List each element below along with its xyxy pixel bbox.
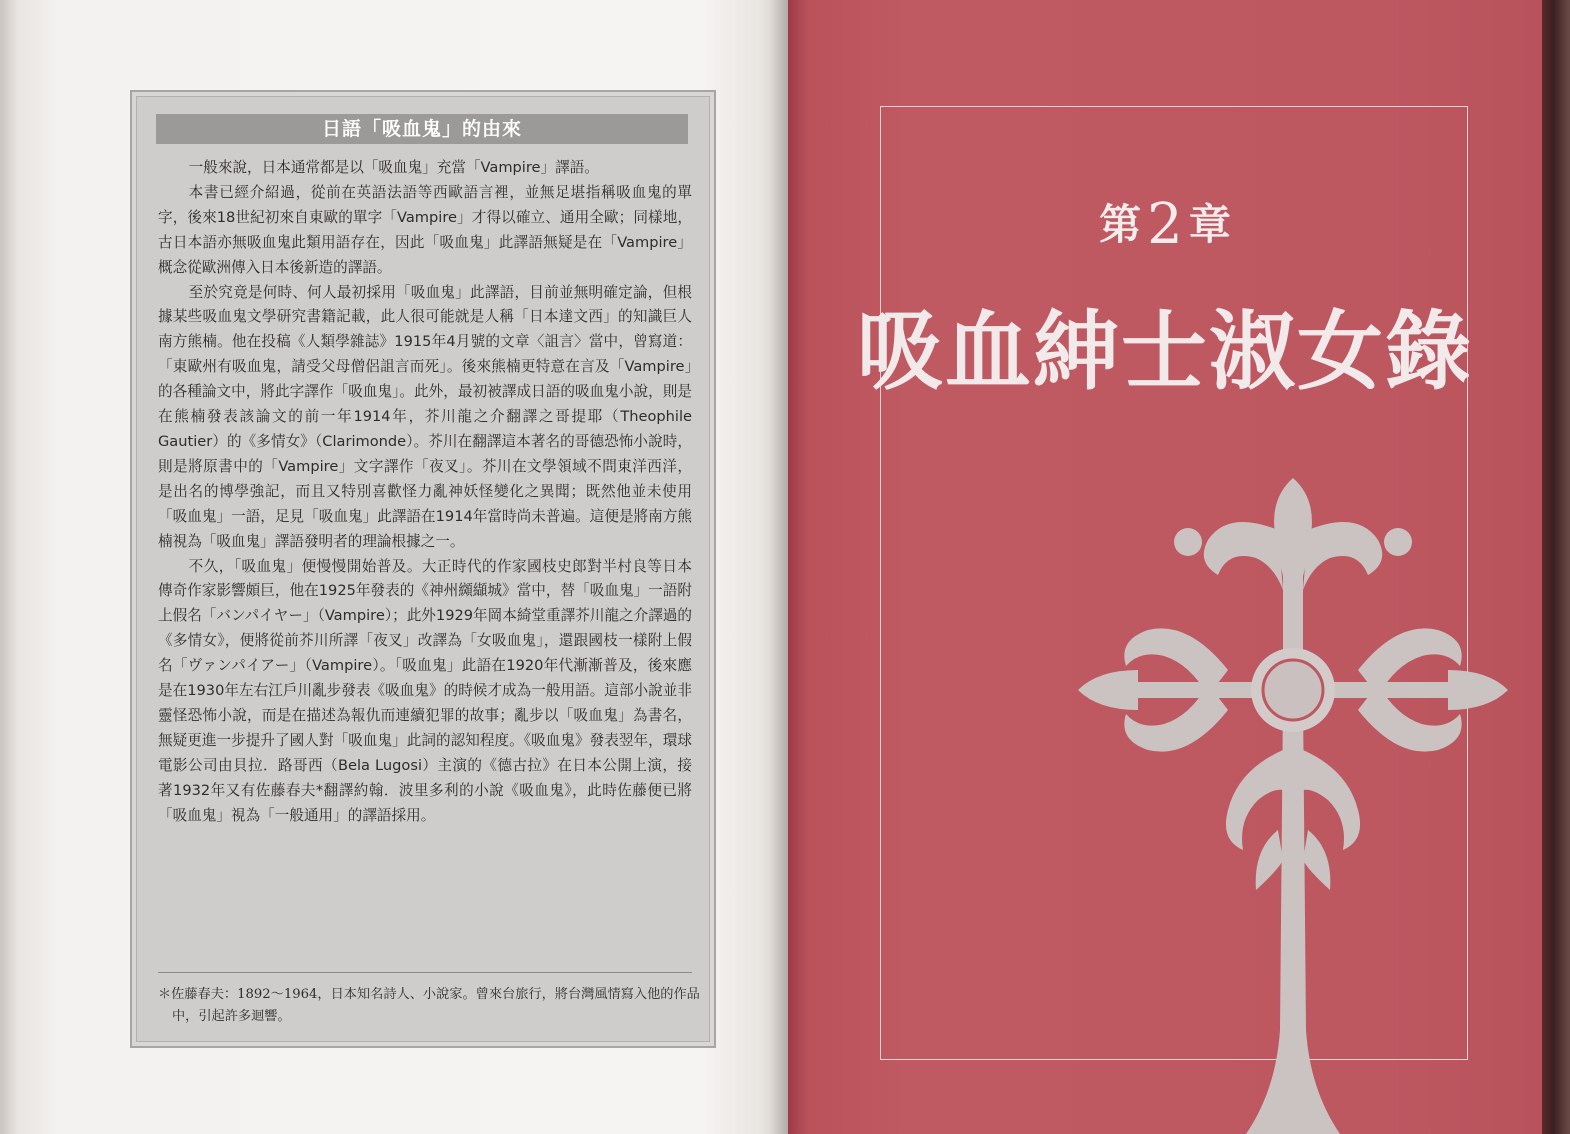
chapter-title: 吸血紳士淑女錄 <box>857 302 1473 402</box>
book-edge <box>1542 0 1570 1134</box>
paragraph: 本書已經介紹過，從前在英語法語等西歐語言裡，並無足堪指稱吸血鬼的單字，後來18世紀初來自東歐的單字「Vampire」才得以確立、通用全歐；同樣地，古日本語亦無吸血鬼此類用語存在，因此「吸血鬼」此譯語無疑是在「Vampire」概念從歐洲傳入日本後新造的譯語。 <box>158 183 692 276</box>
box-body <box>158 156 692 828</box>
box-title: 日語「吸血鬼」的由來 <box>156 114 688 144</box>
paragraph: 不久，「吸血鬼」便慢慢開始普及。大正時代的作家國枝史郎對半村良等日本傳奇作家影響頗巨，他在1925年發表的《神州纐纈城》當中，替「吸血鬼」一語附上假名「バンパイヤー」（Vampire）；此外1929年岡本綺堂重譯芥川龍之介譯過的《多情女》，便將從前芥川所譯「夜叉」改譯為「女吸血鬼」，還跟國枝一樣附上假名「ヴァンパイアー」（Vampire）。「吸血鬼」此語在1920年代漸漸普及，後來應是在1930年左右江戶川亂步發表《吸血鬼》的時候才成為一般用語。這部小說並非靈怪恐怖小說，而是在描述為報仇而連續犯罪的故事；亂步以「吸血鬼」為書名，無疑更進一步提升了國人對「吸血鬼」此詞的認知程度。《吸血鬼》發表翌年，環球電影公司由貝拉．路哥西（Bela Lugosi）主演的《德古拉》在日本公開上演，接著1932年又有佐藤春夫*翻譯約翰．波里多利的小說《吸血鬼》，此時佐藤便已將「吸血鬼」視為「一般通用」的譯語採用。 <box>158 557 692 824</box>
chapter-suffix: 章 <box>1188 200 1231 249</box>
chapter-label <box>788 192 1542 257</box>
paragraph: 一般來說，日本通常都是以「吸血鬼」充當「Vampire」譯語。 <box>188 159 599 176</box>
sidebar-box <box>130 90 716 1048</box>
chapter-number: 2 <box>1147 192 1183 257</box>
cross-icon <box>1078 470 1548 1134</box>
paragraph: 至於究竟是何時、何人最初採用「吸血鬼」此譯語，目前並無明確定論，但根據某些吸血鬼文學研究書籍記載，此人很可能就是人稱「日本達文西」的知識巨人南方熊楠。他在投稿《人類學雜誌》1915年4月號的文章〈詛言〉當中，曾寫道：「東歐州有吸血鬼，請受父母僧侶詛言而死」。後來熊楠更特意在言及「Vampire」的各種論文中，將此字譯作「吸血鬼」。此外，最初被譯成日語的吸血鬼小說，則是在熊楠發表該論文的前一年1914年，芥川龍之介翻譯之哥提耶（Theophile Gautier）的《多情女》（Clarimonde）。芥川在翻譯這本著名的哥德恐怖小說時，則是將原書中的「Vampire」文字譯作「夜叉」。芥川在文學領域不問東洋西洋，是出名的博學強記，而且又特別喜歡怪力亂神妖怪變化之異聞；既然他並未使用「吸血鬼」一語，足見「吸血鬼」此譯語在1914年當時尚未普遍。這便是將南方熊楠視為「吸血鬼」譯語發明者的理論根據之一。 <box>158 283 692 550</box>
chapter-prefix: 第 <box>1099 200 1142 249</box>
footnote-divider <box>158 972 692 973</box>
right-page <box>788 0 1542 1134</box>
footnote: ＊佐藤春夫：1892～1964，日本知名詩人、小說家。曾來台旅行，將台灣風情寫入他的作品中，引起許多迴響。 <box>158 987 700 1024</box>
